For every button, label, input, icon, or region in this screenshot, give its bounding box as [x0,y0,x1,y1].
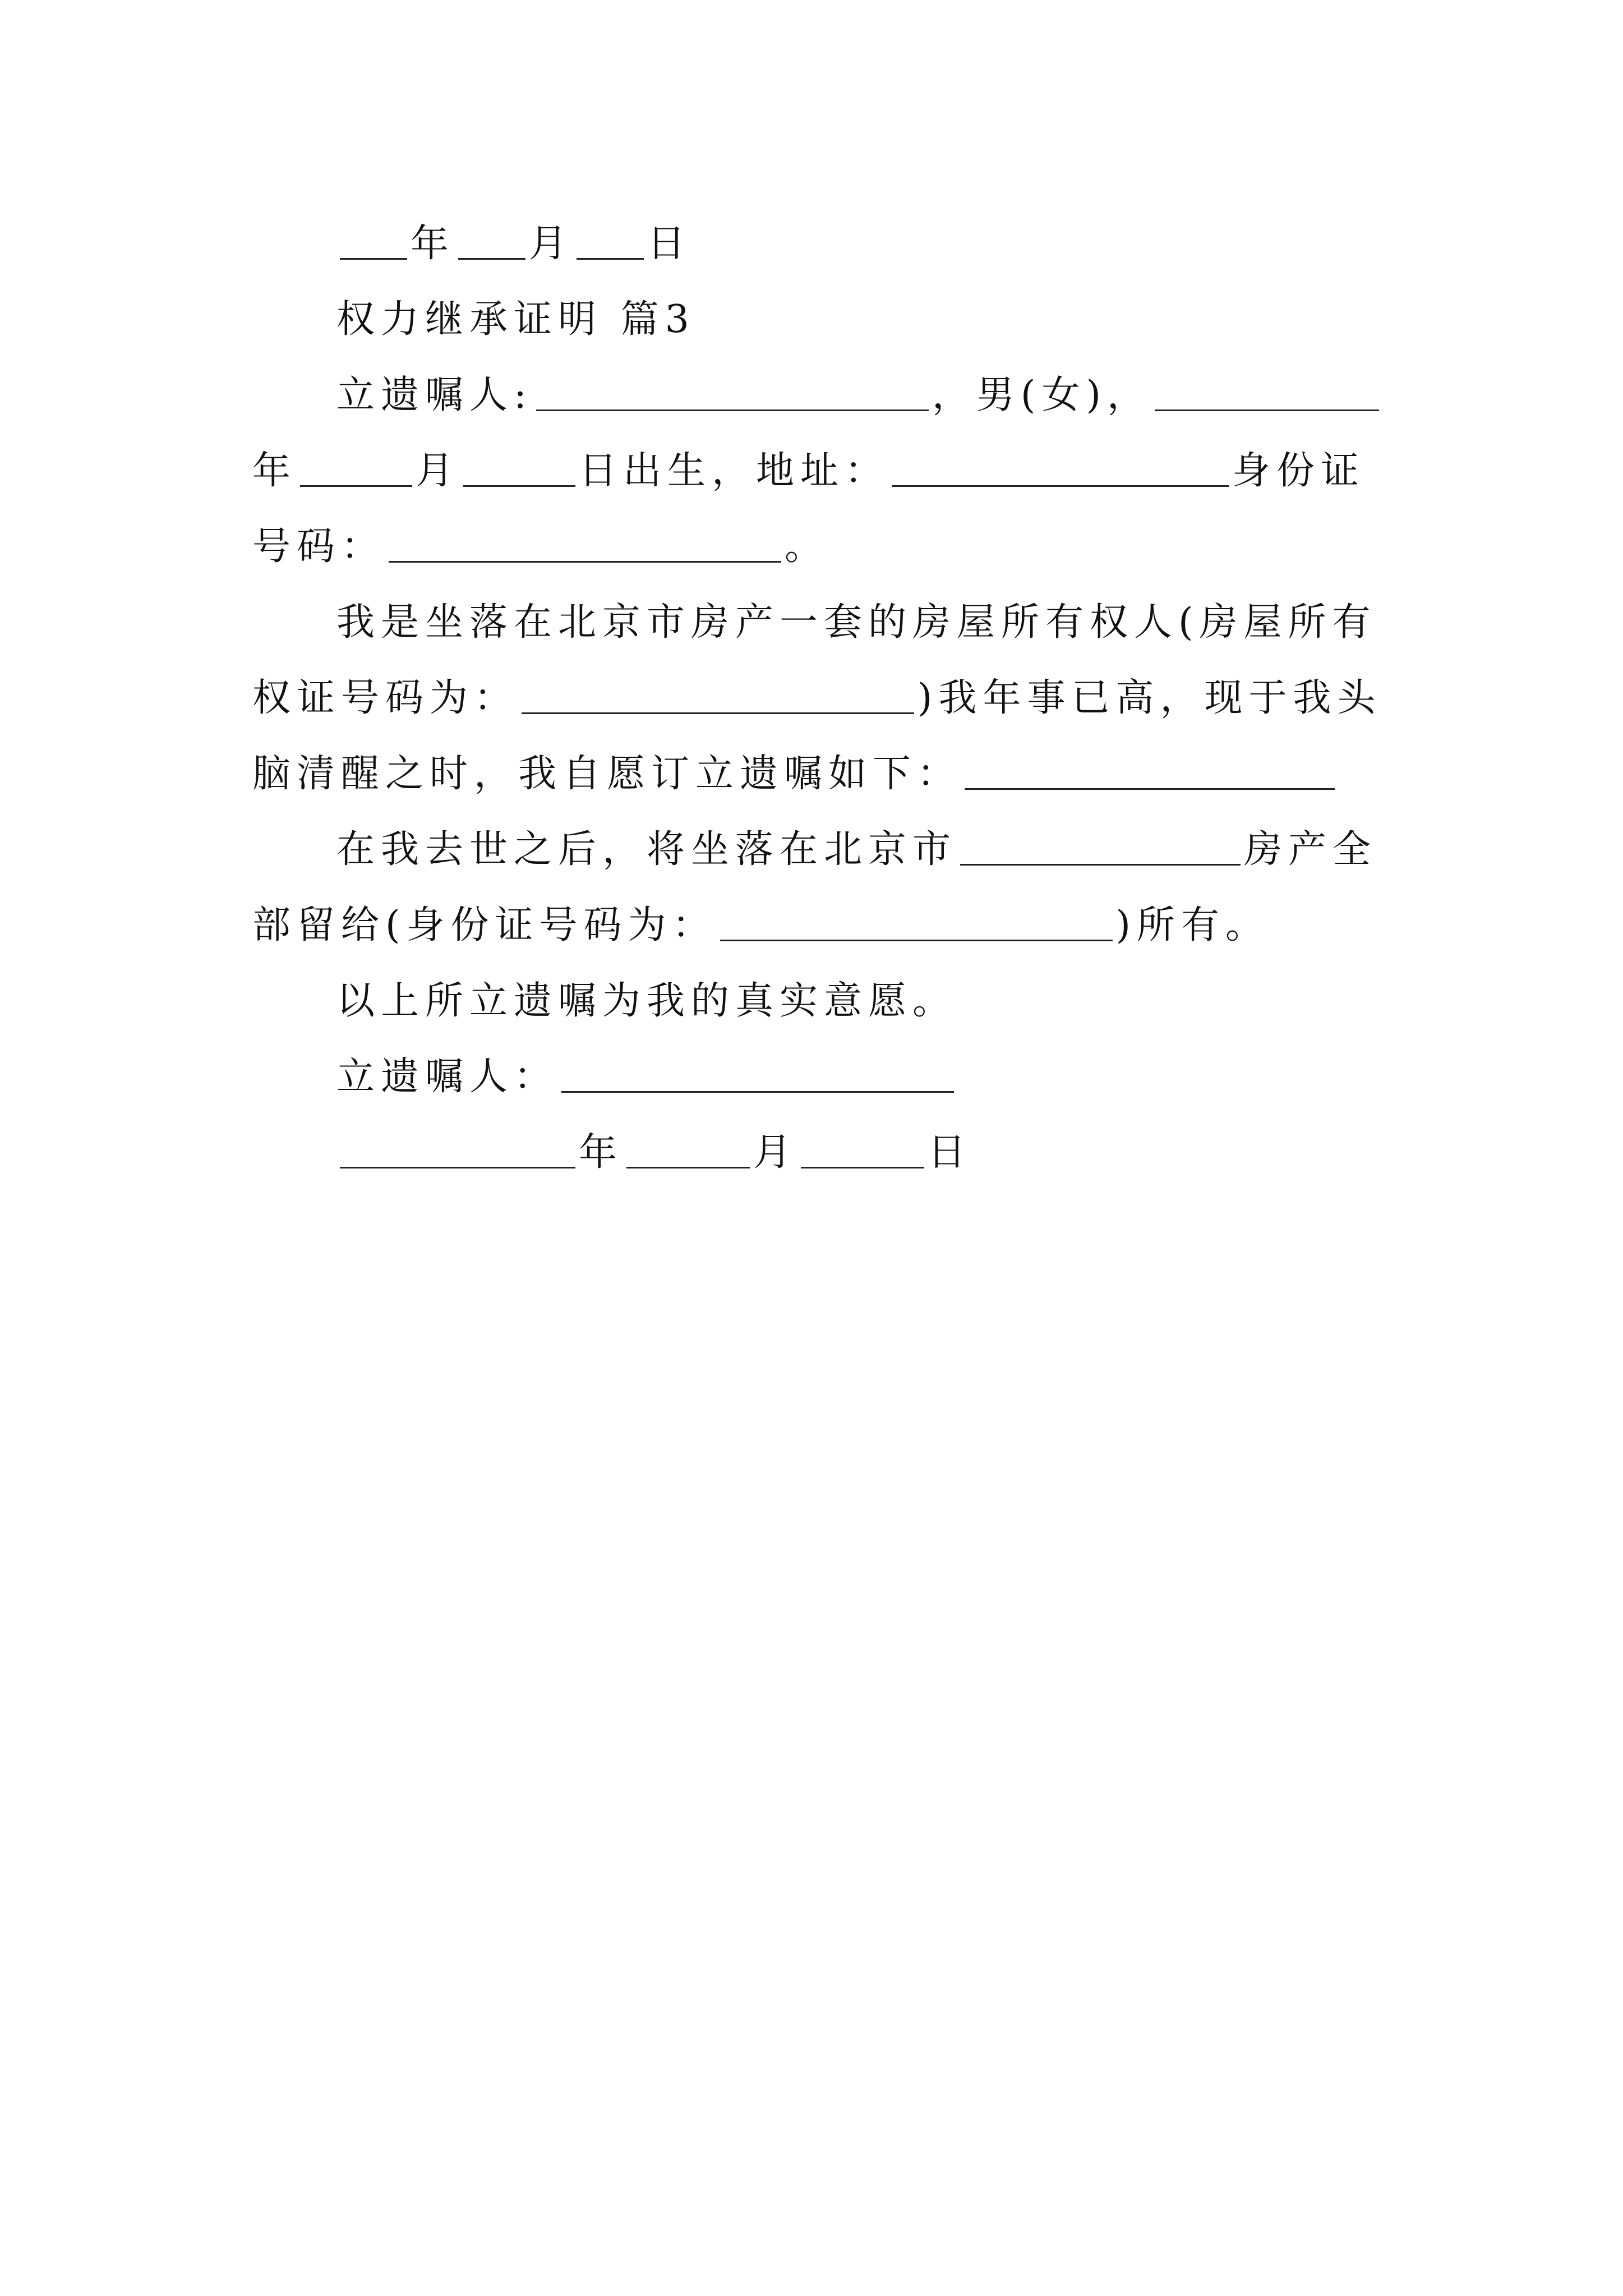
birth-day-blank [463,452,575,487]
p1-line1: 我是坐落在北京市房产一套的房屋所有权人(房屋所有 [336,600,1377,645]
section-title: 权力继承证明 篇3 [336,297,695,342]
p2-line2 [252,903,1396,948]
id-number-blank [389,527,781,563]
p2-line2-start: 部留给(身份证号码为： [252,903,717,947]
month-label: 月 [529,222,574,266]
id-label-part2: 号码： [252,524,386,569]
day-blank [577,224,644,260]
deed-number-blank [522,679,914,714]
testator-label: 立遗嘱人: [336,373,533,417]
birth-day-text: 日出生，地址： [579,449,889,493]
birth-address-line [252,449,1396,494]
signature-line [336,1055,1396,1099]
testator-line [336,373,1396,418]
footer-year-blank [340,1133,575,1168]
birth-month-label: 月 [416,449,460,493]
will-content-blank [965,754,1335,790]
footer-year-label: 年 [579,1130,624,1175]
testator-name-blank [536,376,929,411]
footer-month-label: 月 [753,1130,798,1175]
birth-year-blank [1155,376,1379,411]
heir-id-blank [720,906,1113,941]
period: 。 [785,524,829,569]
p1-line2-end: )我年事已高，现于我头 [917,676,1382,720]
p2-line1-start: 在我去世之后，将坐落在北京市 [336,827,957,872]
month-blank [458,224,525,260]
gender-text: ，男(女)， [932,373,1151,417]
p3-line: 以上所立遗嘱为我的真实意愿。 [336,979,957,1023]
signature-blank [561,1057,954,1093]
id-number-line [252,524,1396,569]
signature-label: 立遗嘱人： [336,1055,559,1099]
day-label: 日 [647,222,692,266]
footer-day-label: 日 [928,1130,972,1175]
p2-line2-end: )所有。 [1115,903,1270,947]
p1-line3 [252,752,1396,797]
birth-month-blank [300,452,412,487]
p1-line2-start: 权证号码为： [252,676,519,720]
header-date-line [336,222,1396,266]
address-blank [892,452,1229,487]
p1-line3-text: 脑清醒之时，我自愿订立遗嘱如下： [252,752,962,796]
year-blank [340,224,407,260]
birth-year-label: 年 [252,449,297,493]
p2-line1 [336,827,1396,872]
footer-month-blank [626,1133,750,1168]
p1-line2 [252,676,1396,721]
year-label: 年 [411,222,455,266]
p2-line1-end: 房产全 [1244,827,1377,872]
footer-date-line [336,1130,1396,1175]
property-blank [960,830,1241,866]
id-label-part1: 身份证 [1232,449,1366,493]
footer-day-blank [801,1133,924,1168]
